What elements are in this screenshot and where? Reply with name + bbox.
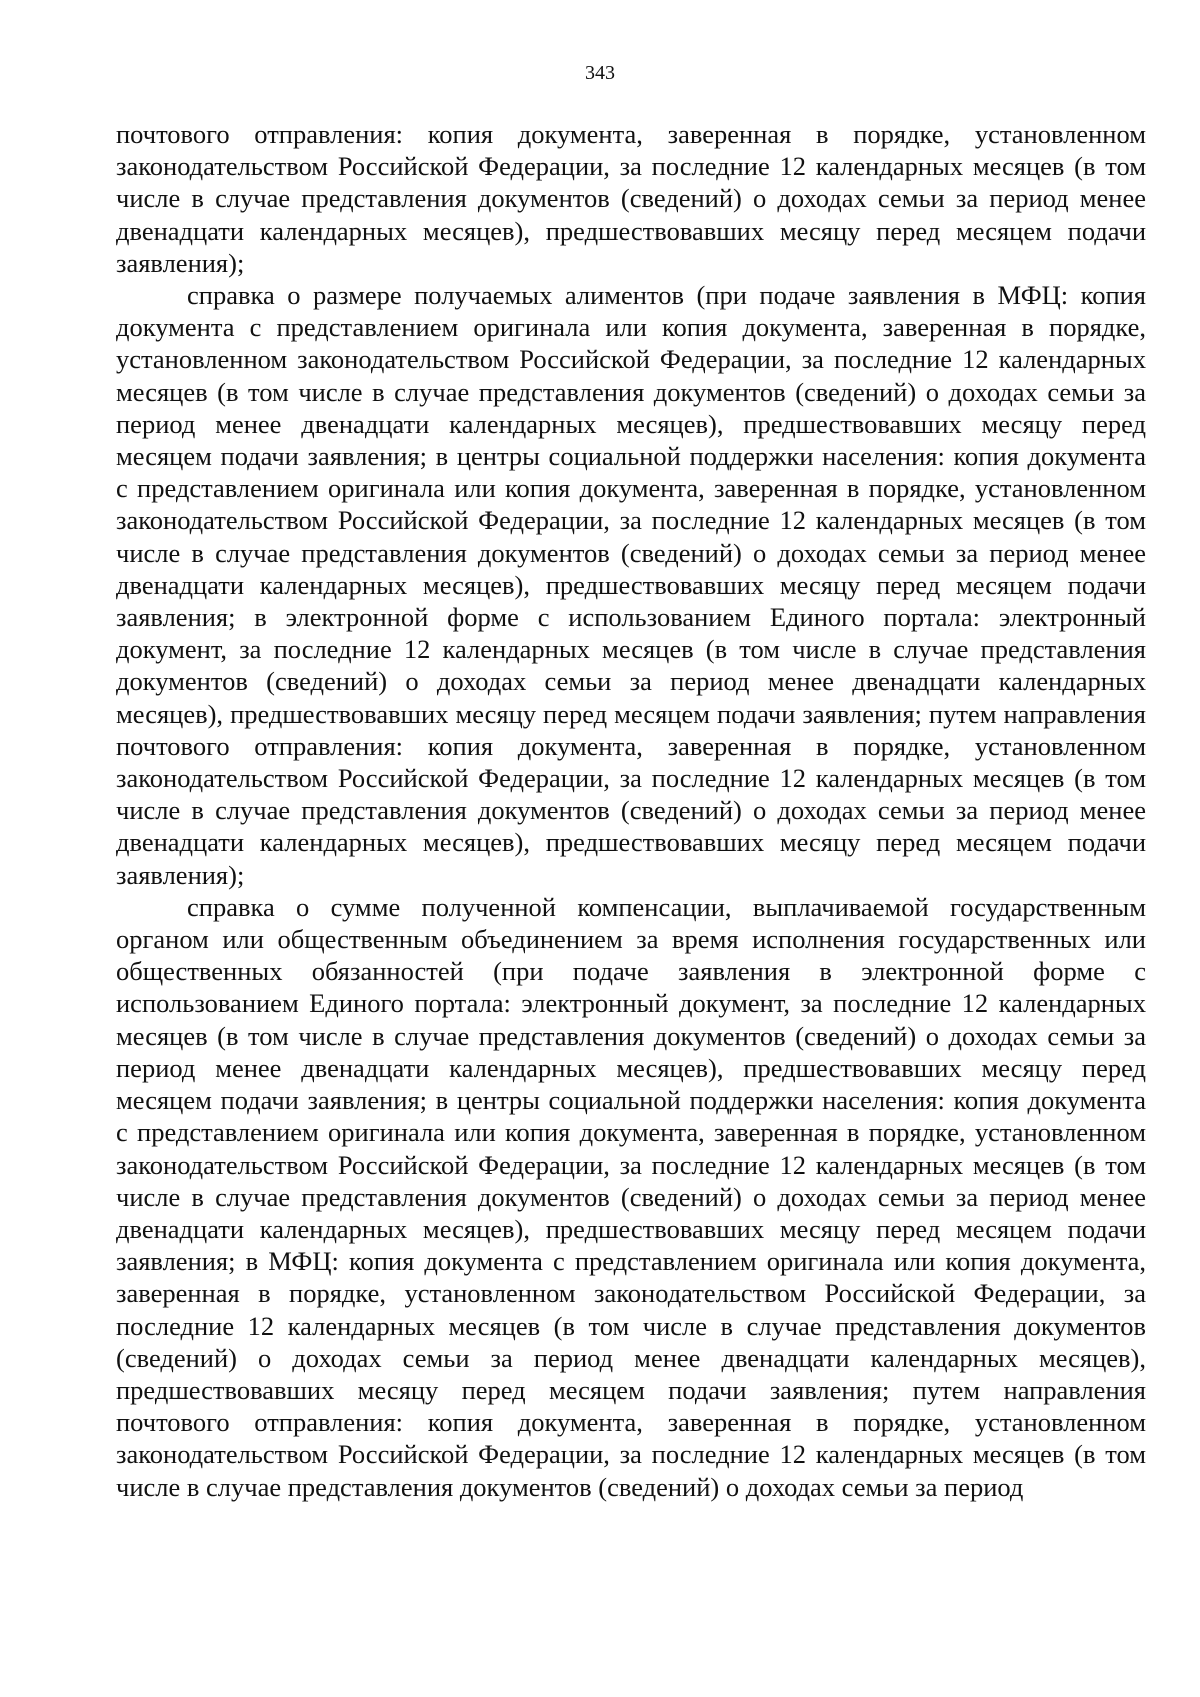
paragraph-alimony-certificate: справка о размере получаемых алиментов (при подаче заявления в МФЦ: копия документа с представлением оригинала или копия документа, заверенная в порядке, установленном законодательством Российской Федерации, за последние 12 календарных месяцев (в том числе в случае представления документов (сведений) о доходах семьи за период менее двенадцати календарных месяцев), предшествовавших месяцу перед месяцем подачи заявления; в центры социальной поддержки населения: копия документа с представлением оригинала или копия документа, заверенная в порядке, установленном законодательством Российской Федерации, за последние 12 календарных месяцев (в том числе в случае представления документов (сведений) о доходах семьи за период менее двенадцати календарных месяцев), предшествовавших месяцу перед месяцем подачи заявления; в электронной форме с использованием Единого портала: электронный документ, за последние 12 календарных месяцев (в том числе в случае представления документов (сведений) о доходах семьи за период менее двенадцати календарных месяцев), предшествовавших месяцу перед месяцем подачи заявления; путем направления почтового отправления: копия документа, заверенная в порядке, установленном законодательством Российской Федерации, за последние 12 календарных месяцев (в том числе в случае представления документов (сведений) о доходах семьи за период менее двенадцати календарных месяцев), предшествовавших месяцу перед месяцем подачи заявления); — [116, 280, 1146, 890]
document-body — [116, 118, 1146, 1503]
paragraph-compensation-certificate: справка о сумме полученной компенсации, выплачиваемой государственным органом или общественным объединением за время исполнения государственных или общественных обязанностей (при подаче заявления в электронной форме с использованием Единого портала: электронный документ, за последние 12 календарных месяцев (в том числе в случае представления документов (сведений) о доходах семьи за период менее двенадцати календарных месяцев), предшествовавших месяцу перед месяцем подачи заявления; в центры социальной поддержки населения: копия документа с представлением оригинала или копия документа, заверенная в порядке, установленном законодательством Российской Федерации, за последние 12 календарных месяцев (в том числе в случае представления документов (сведений) о доходах семьи за период менее двенадцати календарных месяцев), предшествовавших месяцу перед месяцем подачи заявления; в МФЦ: копия документа с представлением оригинала или копия документа, заверенная в порядке, установленном законодательством Российской Федерации, за последние 12 календарных месяцев (в том числе в случае представления документов (сведений) о доходах семьи за период менее двенадцати календарных месяцев), предшествовавших месяцу перед месяцем подачи заявления; путем направления почтового отправления: копия документа, заверенная в порядке, установленном законодательством Российской Федерации, за последние 12 календарных месяцев (в том числе в случае представления документов (сведений) о доходах семьи за период — [116, 891, 1146, 1502]
paragraph-continuation: почтового отправления: копия документа, заверенная в порядке, установленном законодательством Российской Федерации, за последние 12 календарных месяцев (в том числе в случае представления документов (сведений) о доходах семьи за период менее двенадцати календарных месяцев), предшествовавших месяцу перед месяцем подачи заявления); — [116, 119, 1146, 278]
page-number: 343 — [585, 62, 615, 84]
